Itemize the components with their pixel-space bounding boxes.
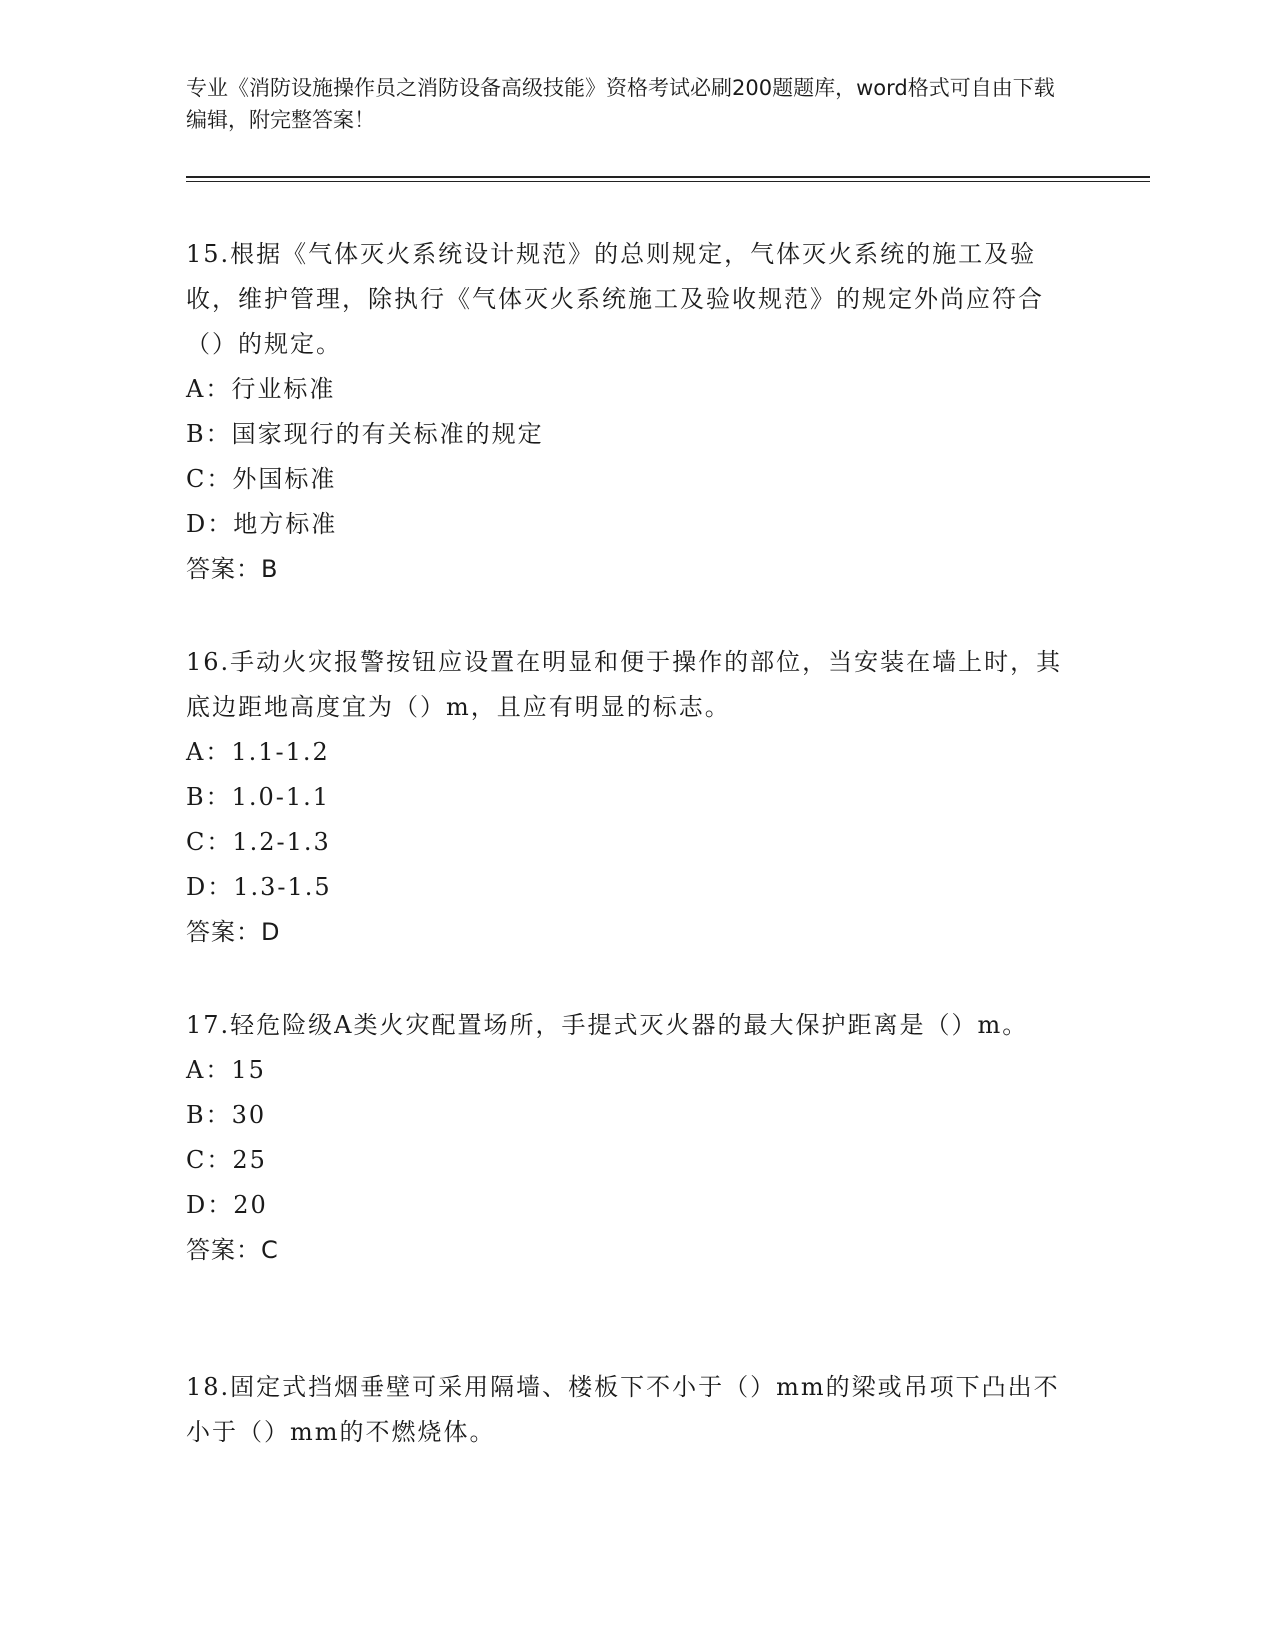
option-d: D：1.3-1.5 [186, 873, 332, 901]
question-18 [186, 1365, 1066, 1455]
answer: 答案：C [186, 1236, 279, 1264]
answer: 答案：D [186, 918, 281, 946]
document-header: 专业《消防设施操作员之消防设备高级技能》资格考试必刷200题题库，word格式可自由下载编辑，附完整答案！ [186, 76, 1055, 132]
header-divider-thin [186, 181, 1150, 182]
option-d: D：地方标准 [186, 510, 338, 538]
option-a: A：15 [186, 1056, 266, 1084]
question-17 [186, 1003, 1066, 1273]
option-b: B：国家现行的有关标准的规定 [186, 420, 544, 448]
answer: 答案：B [186, 555, 279, 583]
option-a: A：行业标准 [186, 375, 336, 403]
option-c: C：25 [186, 1146, 267, 1174]
header-divider-thick [186, 176, 1150, 178]
option-a: A：1.1-1.2 [186, 738, 330, 766]
option-c: C：1.2-1.3 [186, 828, 331, 856]
question-text: 18.固定式挡烟垂壁可采用隔墙、楼板下不小于（）mm的梁或吊项下凸出不小于（）mm的不燃烧体。 [186, 1373, 1060, 1446]
question-text: 15.根据《气体灭火系统设计规范》的总则规定，气体灭火系统的施工及验收，维护管理，除执行《气体灭火系统施工及验收规范》的规定外尚应符合（）的规定。 [186, 240, 1044, 358]
question-15 [186, 232, 1066, 592]
question-text: 16.手动火灾报警按钮应设置在明显和便于操作的部位，当安装在墙上时，其底边距地高度宜为（）m，且应有明显的标志。 [186, 648, 1063, 721]
question-text: 17.轻危险级A类火灾配置场所，手提式灭火器的最大保护距离是（）m。 [186, 1011, 1029, 1039]
option-c: C：外国标准 [186, 465, 337, 493]
option-b: B：1.0-1.1 [186, 783, 331, 811]
question-16 [186, 640, 1066, 955]
option-d: D：20 [186, 1191, 268, 1219]
option-b: B：30 [186, 1101, 267, 1129]
